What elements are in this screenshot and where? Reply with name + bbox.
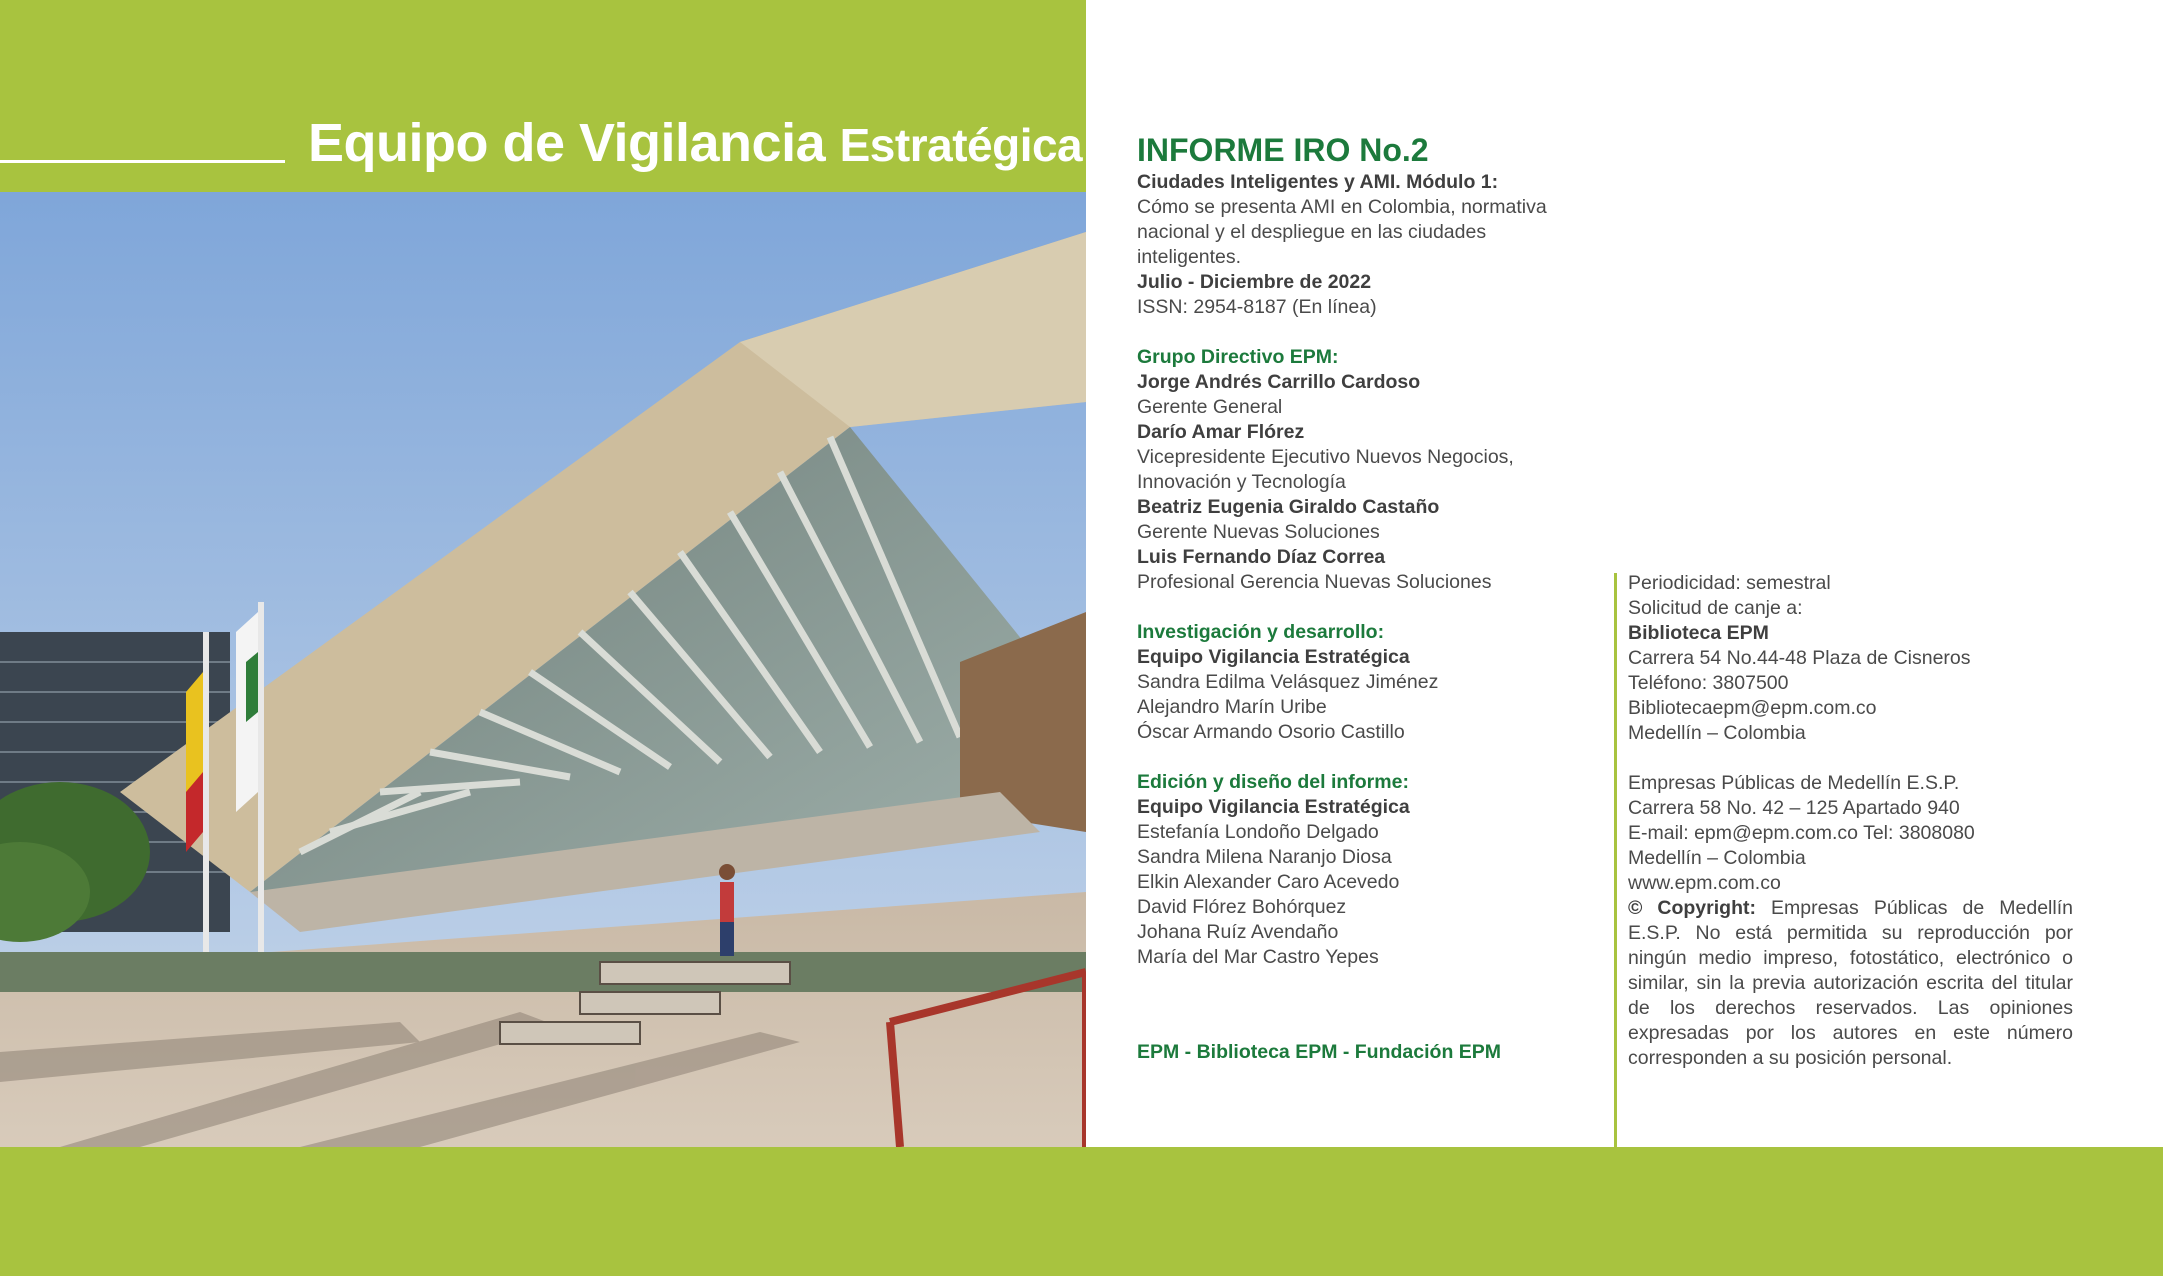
editing-person: Elkin Alexander Caro Acevedo xyxy=(1137,871,1400,893)
member-name: Beatriz Eugenia Giraldo Castaño xyxy=(1137,496,1440,518)
exchange-request: Solicitud de canje a: xyxy=(1628,597,1803,619)
editing-person: María del Mar Castro Yepes xyxy=(1137,946,1379,968)
library-city: Medellín – Colombia xyxy=(1628,722,1806,744)
member-role: Vicepresidente Ejecutivo Nuevos Negocios, Innovación y Tecnología xyxy=(1137,446,1514,493)
footer-band xyxy=(0,1147,2163,1276)
report-issn: ISSN: 2954-8187 (En línea) xyxy=(1137,296,1377,318)
building-illustration xyxy=(0,192,1086,1147)
report-subtitle: Ciudades Inteligentes y AMI. Módulo 1: xyxy=(1137,171,1499,193)
copyright-notice xyxy=(1628,896,2073,1071)
member-name: Darío Amar Flórez xyxy=(1137,421,1305,443)
research-person: Sandra Edilma Velásquez Jiménez xyxy=(1137,671,1439,693)
editing-person: Sandra Milena Naranjo Diosa xyxy=(1137,846,1392,868)
publication-info xyxy=(1628,571,2073,1071)
report-period: Julio - Diciembre de 2022 xyxy=(1137,271,1372,293)
member-name: Jorge Andrés Carrillo Cardoso xyxy=(1137,371,1421,393)
company-name: Empresas Públicas de Medellín E.S.P. xyxy=(1628,772,1960,794)
building-photo xyxy=(0,192,1086,1147)
report-description: Cómo se presenta AMI en Colombia, normativa nacional y el despliegue en las ciudades inteligentes. xyxy=(1137,196,1547,268)
editing-person: Estefanía Londoño Delgado xyxy=(1137,821,1379,843)
directive-heading: Grupo Directivo EPM: xyxy=(1137,346,1339,368)
brands-line: EPM - Biblioteca EPM - Fundación EPM xyxy=(1137,1040,1502,1063)
column-divider xyxy=(1614,573,1617,1147)
editing-person: David Flórez Bohórquez xyxy=(1137,896,1347,918)
editing-person: Johana Ruíz Avendaño xyxy=(1137,921,1339,943)
header-rule xyxy=(0,160,285,163)
member-name: Luis Fernando Díaz Correa xyxy=(1137,546,1386,568)
library-email: Bibliotecaepm@epm.com.co xyxy=(1628,697,1877,719)
company-contact: E-mail: epm@epm.com.co Tel: 3808080 xyxy=(1628,822,1975,844)
member-role: Gerente General xyxy=(1137,396,1283,418)
copyright-text: Empresas Públicas de Medellín E.S.P. No está permitida su reproducción por ningún medio impreso, fotostático, electrónico o similar, sin la previa autorización escrita del titular de los derechos reservados. Las opiniones expresadas por los autores en este número corresponden a su posición personal. xyxy=(1628,897,2073,1069)
research-person: Óscar Armando Osorio Castillo xyxy=(1137,721,1405,743)
editing-heading: Edición y diseño del informe: xyxy=(1137,771,1409,793)
member-role: Profesional Gerencia Nuevas Soluciones xyxy=(1137,571,1492,593)
research-person: Alejandro Marín Uribe xyxy=(1137,696,1327,718)
header-band xyxy=(0,0,1086,192)
company-address: Carrera 58 No. 42 – 125 Apartado 940 xyxy=(1628,797,1960,819)
report-title: INFORME IRO No.2 xyxy=(1137,132,1429,168)
member-role: Gerente Nuevas Soluciones xyxy=(1137,521,1380,543)
research-heading: Investigación y desarrollo: xyxy=(1137,621,1385,643)
editing-team: Equipo Vigilancia Estratégica xyxy=(1137,796,1410,818)
header-title-main: Equipo de Vigilancia xyxy=(308,113,826,173)
company-city: Medellín – Colombia xyxy=(1628,847,1806,869)
company-web: www.epm.com.co xyxy=(1628,872,1781,894)
header-title-accent: Estratégica xyxy=(839,119,1083,171)
report-credits xyxy=(1137,132,1577,970)
research-team: Equipo Vigilancia Estratégica xyxy=(1137,646,1410,668)
library-address: Carrera 54 No.44-48 Plaza de Cisneros xyxy=(1628,647,1971,669)
copyright-label: © Copyright: xyxy=(1628,897,1756,919)
header-title xyxy=(308,112,1082,174)
library-name: Biblioteca EPM xyxy=(1628,622,1769,644)
library-phone: Teléfono: 3807500 xyxy=(1628,672,1789,694)
periodicity: Periodicidad: semestral xyxy=(1628,572,1831,594)
